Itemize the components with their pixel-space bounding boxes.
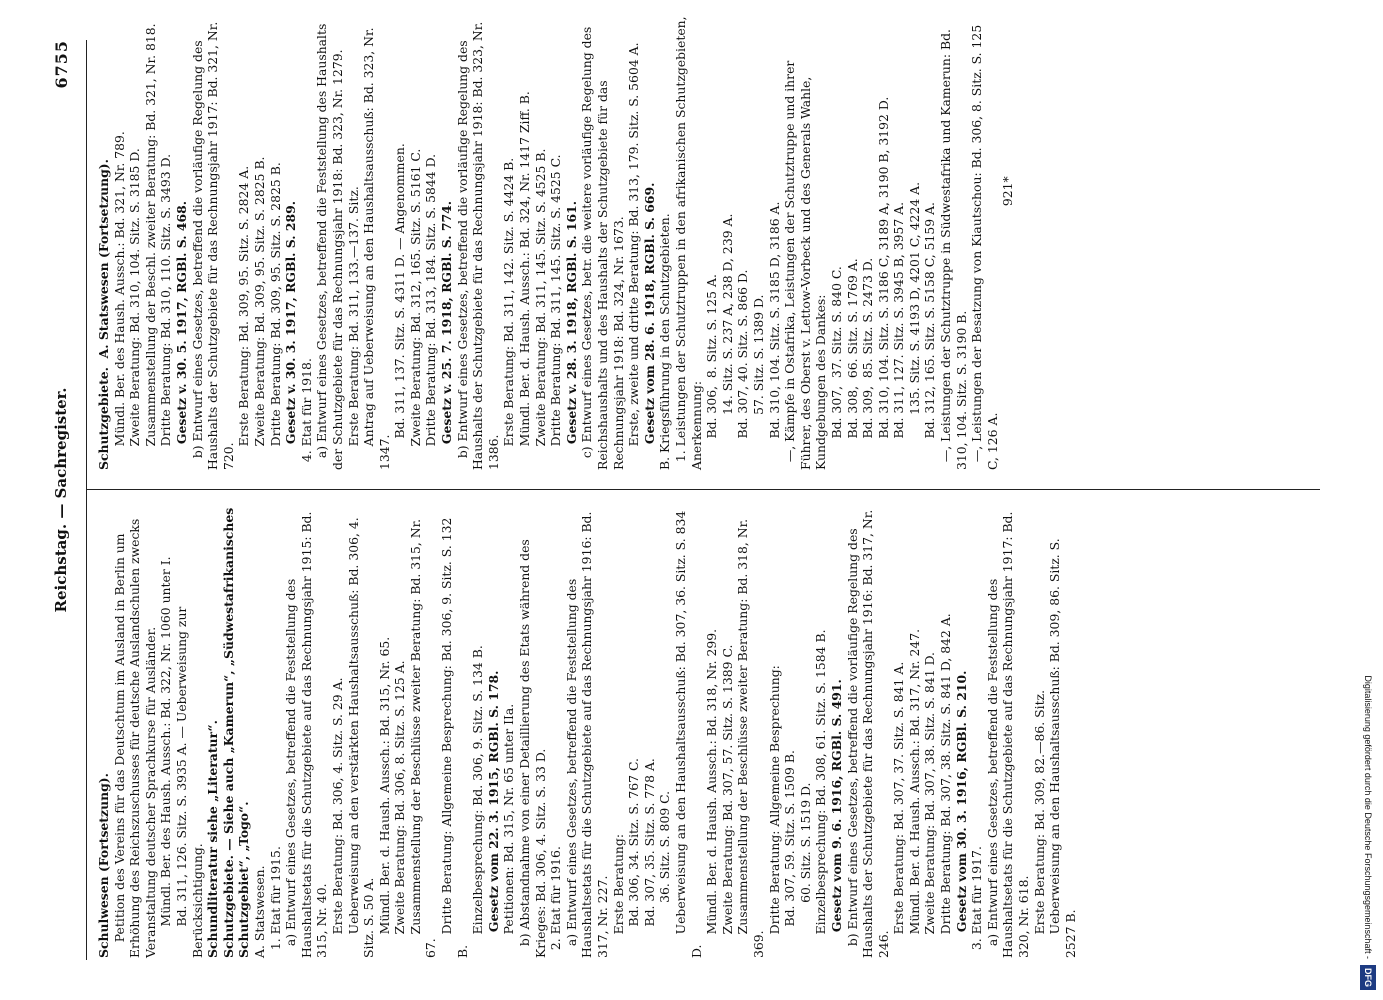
index-entry: Gesetz v. 30. 5. 1917, RGBl. S. 468. — [173, 200, 189, 470]
index-entry: Gesetz v. 25. 7. 1918, RGBl. S. 774. — [439, 200, 455, 470]
index-entry: Dritte Beratung: Bd. 309, 95. Sitz. S. 2825 B. — [267, 162, 283, 470]
index-entry: Dritte Beratung: Bd. 310, 110. Sitz. S. 3493 D. — [158, 153, 174, 470]
index-entry: Bd. 307, 37. Sitz. S. 840 C. — [828, 266, 844, 470]
header-rule — [86, 40, 87, 960]
index-entry: b) Abstandnahme von einer Detaillierung des Etats während des Krieges: Bd. 306, 4. Sitz. S. 33 D. — [517, 535, 548, 958]
index-entry: Erste Beratung: Bd. 311, 133.—137. Sitz. — [345, 186, 361, 470]
index-entry: Gesetz v. 28. 3. 1918, RGBl. S. 161. — [563, 200, 579, 470]
index-entry: Bd. 311, 137. Sitz. S. 4311 D. — Angenommen. — [392, 143, 408, 470]
index-entry: Zweite Beratung: Bd. 307, 57. Sitz. S. 1389 C. — [719, 644, 735, 958]
dfg-logo: DFG — [1360, 965, 1376, 990]
index-entry: Erste Beratung: Bd. 306, 4. Sitz. S. 29 A. — [329, 677, 345, 958]
index-entry: Bd. 307, 59. Sitz. S. 1509 B. — [782, 750, 798, 958]
index-entry: Zweite Beratung: Bd. 307, 38. Sitz. S. 841 D. — [922, 652, 938, 958]
index-entry: Gesetz vom 22. 3. 1915, RGBl. S. 178. — [485, 670, 501, 958]
index-entry: —, Kämpfe in Ostafrika, Leistungen der Schutztruppe und ihrer Führer, des Oberst v. Lettow-Vorbeck und des Generals Wahle, Kundgebungen des Dankes: — [782, 56, 829, 470]
index-entry: A. Statswesen. — [251, 865, 267, 958]
index-entry: Gesetz vom 28. 6. 1918, RGBl. S. 669. — [641, 182, 657, 470]
index-entry: Ueberweisung an den Haushaltsausschuß: Bd. 309, 86. Sitz. S. 2527 B. — [1047, 534, 1078, 958]
index-entry: Schutzgebiete. — Siehe auch „Kamerun“, „Südwestafrikanisches Schutzgebiet“, „Togo“. — [220, 503, 252, 958]
index-entry: Dritte Beratung: Bd. 307, 38. Sitz. S. 841 D, 842 A. — [938, 613, 954, 958]
index-entry: 2. Etat für 1916. — [548, 846, 564, 958]
index-entry: 60. Sitz. S. 1519 D. — [797, 782, 813, 958]
left-column — [96, 503, 1078, 958]
index-entry: 1. Leistungen der Schutztruppen in den afrikanischen Schutzgebieten, Anerkennung: — [672, 12, 704, 470]
index-entry: Bd. 311, 127. Sitz. S. 3945 B, 3957 A. — [891, 201, 907, 470]
index-entry: 3. Etat für 1917. — [969, 846, 985, 958]
index-entry: —, Leistungen der Schutztruppe in Südwestafrika und Kamerun: Bd. 310, 104. Sitz. S. 3190 B. — [938, 25, 969, 470]
index-entry: Zusammenstellung der Beschlüsse zweiter Beratung: Bd. 318, Nr. 369. — [735, 514, 766, 958]
index-entry: Bd. 306, 8. Sitz. S. 125 A. — [704, 274, 720, 470]
index-entry: Gesetz vom 30. 3. 1916, RGBl. S. 210. — [953, 670, 969, 958]
index-entry: Erste, zweite und dritte Beratung: Bd. 313, 179. Sitz. S. 5604 A. — [626, 42, 642, 470]
index-entry: Bd. 309, 85. Sitz. S. 2473 D. — [860, 257, 876, 470]
index-entry: Zusammenstellung der Beschl. zweiter Beratung: Bd. 321, Nr. 818. — [142, 23, 158, 470]
index-entry: Bd. 306, 34. Sitz. S. 767 C. — [626, 758, 642, 958]
index-entry: Petitionen: Bd. 315, Nr. 65 unter IIa. — [501, 703, 517, 958]
index-entry: Schundliteratur siehe „Literatur“. — [205, 720, 221, 958]
index-entry: Erste Beratung: Bd. 309, 95. Sitz. S. 2824 A. — [236, 165, 252, 470]
index-entry: a) Entwurf eines Gesetzes, betreffend die Feststellung des Haushalts der Schutzgebiete für das Rechnungsjahr 1918: Bd. 323, Nr. 1279. — [314, 19, 345, 470]
funding-note — [1360, 10, 1376, 990]
index-entry: Mündl. Ber. d. Haush. Aussch.: Bd. 315, Nr. 65. — [376, 636, 392, 958]
right-column — [96, 12, 1016, 470]
running-title: Reichstag. — Sachregister. — [52, 387, 70, 613]
index-entry: 1. Etat für 1915. — [267, 846, 283, 958]
column-divider — [86, 489, 1320, 490]
index-entry: Mündl. Ber. des Haush. Aussch.: Bd. 321, Nr. 789. — [111, 131, 127, 470]
index-entry: Zweite Beratung: Bd. 311, 145. Sitz. S. 4525 B. — [532, 148, 548, 470]
index-entry: Schutzgebiete. A. Statswesen (Fortsetzung). — [96, 159, 111, 470]
index-entry: b) Entwurf eines Gesetzes, betreffend die vorläufige Regelung des Haushalts der Schutzgebiete für das Rechnungsjahr 1917: Bd. 321, Nr. 720. — [189, 17, 236, 470]
index-entry: Erste Beratung: Bd. 311, 142. Sitz. S. 4424 B. — [501, 157, 517, 470]
index-entry: Petition des Vereins für das Deutschtum im Ausland in Berlin um Erhöhung des Reichszuschusses für deutsche Auslandschulen zwecks Veranstaltung deutscher Sprachkurse für Ausländer. — [111, 514, 158, 958]
index-entry: Bd. 310, 104. Sitz. S. 3186 C, 3189 A, 3190 B, 3192 D. — [875, 96, 891, 470]
index-entry: Mündl. Ber. des Haush. Aussch.: Bd. 322, Nr. 1060 unter I. — [158, 556, 174, 958]
index-entry: Gesetz vom 9. 6. 1916, RGBl. S. 491. — [828, 679, 844, 958]
index-entry: Dritte Beratung: Bd. 311, 145. Sitz. S. 4525 C. — [548, 154, 564, 470]
index-entry: Zweite Beratung: Bd. 312, 165. Sitz. S. 5161 C. — [407, 148, 423, 470]
index-entry: 57. Sitz. S. 1389 D. — [750, 294, 766, 470]
index-entry: b) Entwurf eines Gesetzes, betreffend die vorläufige Regelung des Haushalts der Schutzgebiete für das Rechnungsjahr 1918: Bd. 323, Nr. 1386. — [454, 17, 501, 470]
index-entry: Einzelbesprechung: Bd. 308, 61. Sitz. S. 1584 B. — [813, 629, 829, 958]
index-entry: b) Entwurf eines Gesetzes, betreffend die vorläufige Regelung des Haushalts der Schutzgebiete für das Rechnungsjahr 1916: Bd. 317, Nr. 246. — [844, 505, 891, 958]
page-number: 6755 — [52, 40, 71, 89]
index-entry: Bd. 312, 165. Sitz. S. 5158 C, 5159 A. — [922, 202, 938, 470]
index-entry: Mündl. Ber. d. Haush. Aussch.: Bd. 324, Nr. 1417 Ziff. B. — [517, 91, 533, 470]
index-entry: 36. Sitz. S. 809 C. — [657, 790, 673, 958]
index-entry: Dritte Beratung: Allgemeine Besprechung: Bd. 306, 9. Sitz. S. 132 B. — [439, 513, 470, 958]
side-credit — [1360, 10, 1376, 990]
index-entry: Bd. 311, 126. Sitz. S. 3935 A. — Ueberweisung zur Berücksichtigung. — [173, 602, 205, 958]
index-entry: a) Entwurf eines Gesetzes, betreffend die Feststellung des Haushaltsetats für die Schutzgebiete auf das Rechnungsjahr 1915: Bd. 315, Nr. 40. — [283, 507, 330, 958]
index-entry: Zweite Beratung: Bd. 310, 104. Sitz. S. 3185 D. — [127, 148, 143, 470]
index-entry: Einzelbesprechung: Bd. 306, 9. Sitz. S. 134 B. — [470, 645, 486, 958]
index-entry: Mündl. Ber. d. Haush. Aussch.: Bd. 317, Nr. 247. — [906, 628, 922, 958]
index-entry: 4. Etat für 1918. — [298, 358, 314, 470]
index-entry: Erste Beratung: Bd. 307, 37. Sitz. S. 841 A. — [891, 661, 907, 958]
index-entry: Ueberweisung an den Haushaltsausschuß: Bd. 307, 36. Sitz. S. 834 D. — [672, 506, 704, 958]
index-entry: Zusammenstellung der Beschlüsse zweiter Beratung: Bd. 315, Nr. 67. — [407, 514, 439, 958]
index-entry: B. Kriegsführung in den Schutzgebieten. — [657, 213, 673, 470]
index-entry: Dritte Beratung: Allgemeine Besprechung: — [766, 665, 782, 958]
index-entry: 14. Sitz. S. 237 A, 238 D, 239 A. — [719, 213, 735, 470]
index-entry: Antrag auf Ueberweisung an den Haushaltsausschuß: Bd. 323, Nr. 1347. — [361, 23, 392, 470]
index-entry: a) Entwurf eines Gesetzes, betreffend die Feststellung des Haushaltsetats für die Schutzgebiete auf das Rechnungsjahr 1916: Bd. 317, Nr. 227. — [563, 507, 610, 958]
index-entry: —, Leistungen der Besatzung von Kiautschou: Bd. 306, 8. Sitz. S. 125 C, 126 A. — [969, 20, 1000, 470]
index-entry: a) Entwurf eines Gesetzes, betreffend die Feststellung des Haushaltsetats für die Schutzgebiete auf das Rechnungsjahr 1917: Bd. 320, Nr. 618. — [984, 507, 1032, 958]
index-entry: Ueberweisung an den verstärkten Haushaltsausschuß: Bd. 306, 4. Sitz. S. 50 A. — [345, 513, 377, 958]
index-entry: Zweite Beratung: Bd. 309, 95. Sitz. S. 2825 B. — [251, 156, 267, 470]
index-entry: c) Entwurf eines Gesetzes, betr. die weitere vorläufige Regelung des Reichshaushalts und des Haushalts der Schutzgebiete für das Rechnungsjahr 1918: Bd. 324, Nr. 1673. — [579, 22, 626, 470]
index-entry: Bd. 307, 35. Sitz. S. 778 A. — [641, 758, 657, 958]
index-entry: 921* — [1000, 176, 1016, 470]
page-header — [52, 40, 80, 960]
index-entry: Bd. 310, 104. Sitz. S. 3185 D, 3186 A. — [766, 201, 782, 470]
index-entry: Schulwesen (Fortsetzung). — [96, 773, 111, 958]
index-entry: Zweite Beratung: Bd. 306, 8. Sitz. S. 125 A. — [392, 660, 408, 958]
index-entry: Erste Beratung: — [610, 833, 626, 958]
index-entry: Dritte Beratung: Bd. 313, 184. Sitz. S. 5844 D. — [423, 153, 439, 470]
index-entry: Mündl. Ber. d. Haush. Aussch.: Bd. 318, Nr. 299. — [704, 628, 720, 958]
index-entry: Gesetz v. 30. 3. 1917, RGBl. S. 289. — [283, 200, 299, 470]
funding-text: Digitalisierung gefördert durch die Deutsche Forschungsgemeinschaft - — [1363, 675, 1373, 959]
index-entry: 135. Sitz. S. 4193 D, 4201 C, 4224 A. — [906, 181, 922, 470]
index-entry: Bd. 307, 40. Sitz. S. 866 D. — [735, 269, 751, 470]
index-entry: Bd. 308, 66. Sitz. S. 1769 A. — [844, 258, 860, 470]
index-entry: Erste Beratung: Bd. 309, 82.—86. Sitz. — [1031, 689, 1047, 958]
